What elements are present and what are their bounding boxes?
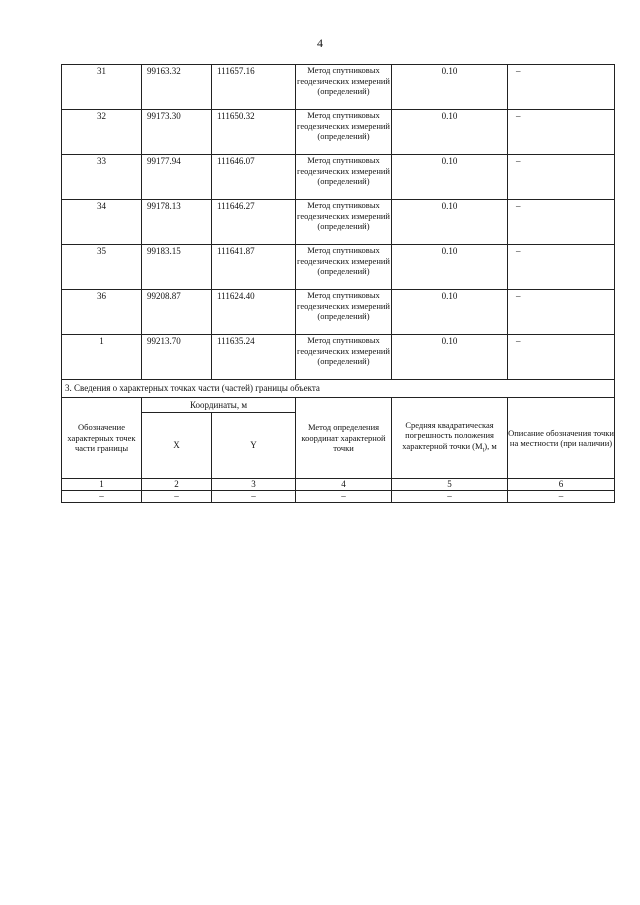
cell-coord-x: 99173.30 xyxy=(142,110,212,155)
cell-coord-x: 99178.13 xyxy=(142,200,212,245)
table-row xyxy=(62,335,615,380)
empty-cell: – xyxy=(392,491,508,503)
cell-coord-x: 99183.15 xyxy=(142,245,212,290)
cell-description: – xyxy=(508,155,615,200)
section3-title: 3. Сведения о характерных точках части (частей) границы объекта xyxy=(62,380,615,398)
cell-coord-y: 111657.16 xyxy=(212,65,296,110)
empty-cell: – xyxy=(296,491,392,503)
cell-method: Метод спутниковых геодезических измерений (определений) xyxy=(296,65,392,110)
table-row xyxy=(62,155,615,200)
empty-cell: – xyxy=(508,491,615,503)
header-designation: Обозначение характерных точек части границы xyxy=(62,398,142,479)
empty-cell: – xyxy=(62,491,142,503)
table-row xyxy=(62,245,615,290)
column-numbers-row xyxy=(62,479,615,491)
table-row xyxy=(62,65,615,110)
cell-accuracy: 0.10 xyxy=(392,245,508,290)
cell-point-number: 35 xyxy=(62,245,142,290)
header-description: Описание обозначения точки на местности (при наличии) xyxy=(508,398,615,479)
column-number: 6 xyxy=(508,479,615,491)
empty-cell: – xyxy=(212,491,296,503)
cell-coord-x: 99213.70 xyxy=(142,335,212,380)
cell-accuracy: 0.10 xyxy=(392,335,508,380)
cell-point-number: 1 xyxy=(62,335,142,380)
cell-coord-y: 111646.07 xyxy=(212,155,296,200)
empty-data-row xyxy=(62,491,615,503)
empty-cell: – xyxy=(142,491,212,503)
page-number: 4 xyxy=(317,36,323,50)
cell-coord-y: 111624.40 xyxy=(212,290,296,335)
cell-coord-y: 111641.87 xyxy=(212,245,296,290)
cell-point-number: 33 xyxy=(62,155,142,200)
cell-description: – xyxy=(508,110,615,155)
column-number: 1 xyxy=(62,479,142,491)
cell-coord-x: 99208.87 xyxy=(142,290,212,335)
header-coordinates: Координаты, м xyxy=(142,398,296,413)
cell-description: – xyxy=(508,245,615,290)
cell-coord-y: 111650.32 xyxy=(212,110,296,155)
cell-coord-x: 99163.32 xyxy=(142,65,212,110)
cell-method: Метод спутниковых геодезических измерений (определений) xyxy=(296,110,392,155)
cell-method: Метод спутниковых геодезических измерений (определений) xyxy=(296,155,392,200)
column-number: 5 xyxy=(392,479,508,491)
table-row xyxy=(62,290,615,335)
column-number: 2 xyxy=(142,479,212,491)
header-method: Метод определения координат характерной точки xyxy=(296,398,392,479)
column-number: 4 xyxy=(296,479,392,491)
section3-table xyxy=(61,379,615,503)
cell-coord-y: 111646.27 xyxy=(212,200,296,245)
header-x: X xyxy=(142,413,212,479)
cell-accuracy: 0.10 xyxy=(392,155,508,200)
cell-point-number: 34 xyxy=(62,200,142,245)
cell-description: – xyxy=(508,200,615,245)
cell-coord-x: 99177.94 xyxy=(142,155,212,200)
cell-method: Метод спутниковых геодезических измерений (определений) xyxy=(296,290,392,335)
column-number: 3 xyxy=(212,479,296,491)
cell-point-number: 32 xyxy=(62,110,142,155)
cell-method: Метод спутниковых геодезических измерений (определений) xyxy=(296,335,392,380)
header-y: Y xyxy=(212,413,296,479)
cell-method: Метод спутниковых геодезических измерений (определений) xyxy=(296,245,392,290)
cell-accuracy: 0.10 xyxy=(392,65,508,110)
cell-accuracy: 0.10 xyxy=(392,110,508,155)
cell-description: – xyxy=(508,335,615,380)
cell-point-number: 31 xyxy=(62,65,142,110)
table-row xyxy=(62,200,615,245)
cell-description: – xyxy=(508,290,615,335)
table-row xyxy=(62,110,615,155)
cell-method: Метод спутниковых геодезических измерений (определений) xyxy=(296,200,392,245)
cell-accuracy: 0.10 xyxy=(392,200,508,245)
cell-accuracy: 0.10 xyxy=(392,290,508,335)
cell-coord-y: 111635.24 xyxy=(212,335,296,380)
cell-point-number: 36 xyxy=(62,290,142,335)
coordinates-table xyxy=(61,64,615,380)
header-accuracy: Средняя квадратическая погрешность положения характерной точки $(M_t)$, м xyxy=(392,398,508,479)
cell-description: – xyxy=(508,65,615,110)
